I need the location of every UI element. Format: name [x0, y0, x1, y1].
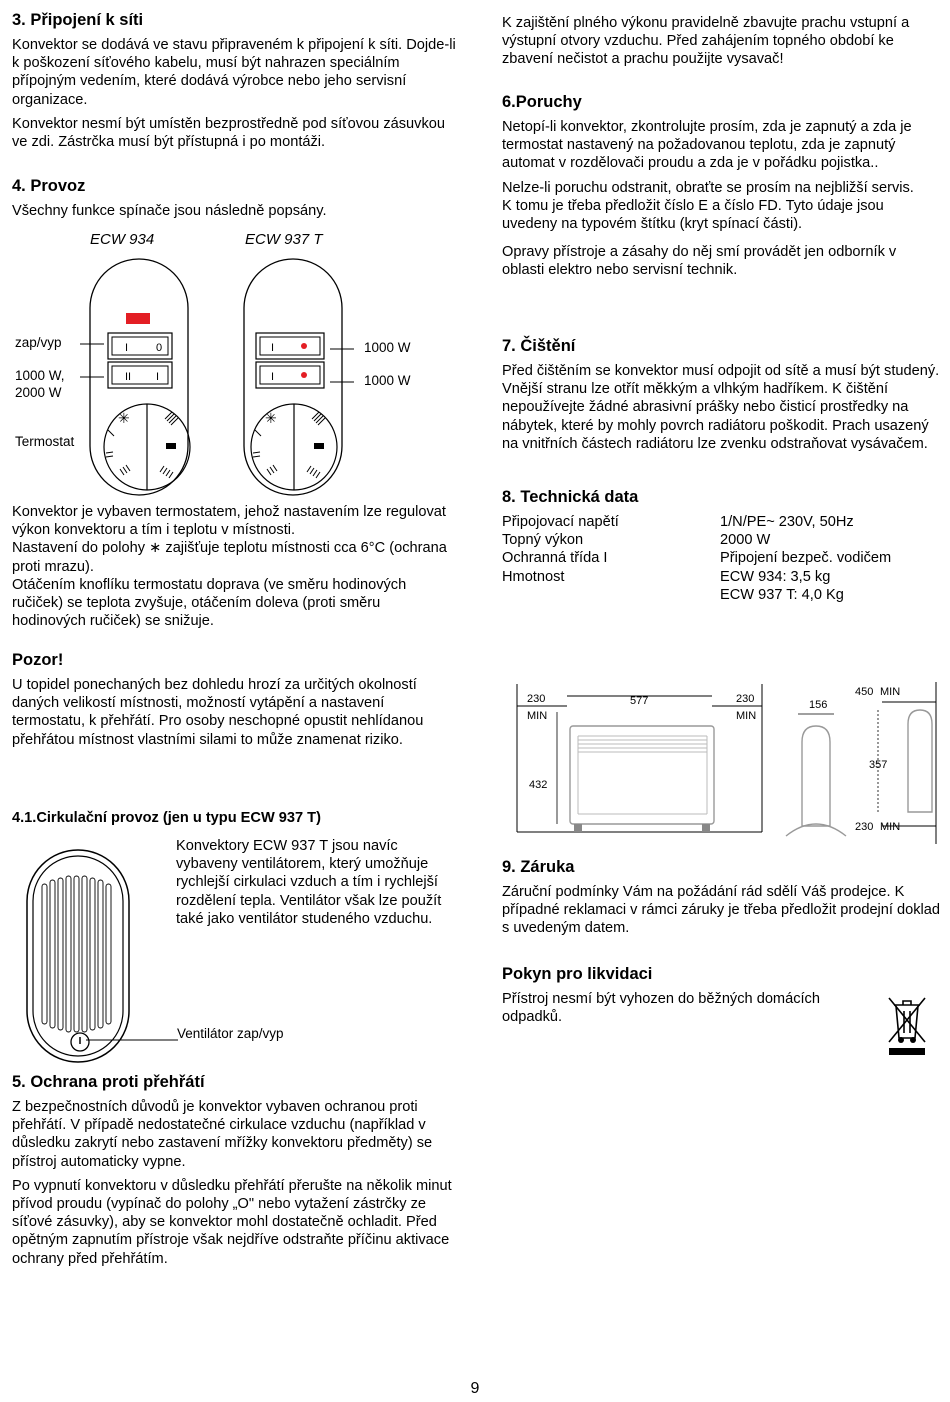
thermostat-description: [12, 503, 457, 630]
dim-min-right: MIN: [736, 710, 757, 722]
table-cell: [502, 586, 720, 604]
section-title: 4. Provoz: [12, 177, 86, 195]
table-row: [502, 549, 942, 567]
table-cell: 1/N/PE~ 230V, 50Hz: [720, 514, 854, 530]
table-row: [502, 586, 942, 604]
section-title: 9. Záruka: [502, 858, 575, 876]
section-circulation: [12, 808, 457, 834]
page-number: 9: [470, 1380, 480, 1397]
max-mark: [166, 443, 176, 449]
table-cell: Připojovací napětí: [502, 514, 619, 530]
label-fan-onoff: Ventilátor zap/vyp: [177, 1026, 284, 1041]
section-faults: [502, 92, 942, 286]
paragraph: U topidel ponechaných bez dohledu hrozí za určitých okolností daných velikostí místnosti, možností vytápění a nastavení termostatu, k přehřátí. Pro osoby neschopné opustit nehlídanou přehřátou místnost vlastními silami to může znamenat riziko.: [12, 677, 424, 748]
switch-mark: II: [125, 371, 132, 383]
label-onoff: zap/vyp: [15, 335, 62, 350]
label-thermostat: Termostat: [15, 434, 75, 449]
switch-mark: I: [271, 342, 275, 354]
table-cell: Topný výkon: [502, 532, 584, 549]
table-row: [502, 531, 942, 549]
table-cell: ECW 937 T: 4,0 Kg: [720, 586, 844, 603]
dim-357: 357: [869, 759, 888, 771]
table-cell: Připojení bezpeč. vodičem: [720, 550, 892, 567]
section-title: 6.Poruchy: [502, 93, 582, 111]
grille: [42, 876, 111, 1032]
paragraph: Po vypnutí konvektoru v důsledku přehřátí přerušte na několik minut přívod proudu (vypínač do polohy „O" nebo vytažení zástrčky ze síťové zásuvky), aby se konvektor mohl dostatečně ochladit. Před opětným zapnutím přístroje však nejdříve odstraňte příčinu aktivace ochrany před přehřátím.: [12, 1177, 452, 1267]
paragraph: Otáčením knoflíku termostatu doprava (ve směru hodinových ručiček) se teplota zvyšuje, otáčením doleva (proti směru hodinových ručiček) se snižuje.: [12, 576, 407, 630]
dim-min-left: MIN: [527, 710, 548, 722]
max-mark: [314, 443, 324, 449]
housing-ecw934: [90, 259, 188, 495]
switch-1000w-a[interactable]: [260, 337, 320, 355]
section-title: 4.1.Cirkulační provoz (jen u typu ECW 937 T): [12, 810, 321, 826]
paragraph: K zajištění plného výkonu pravidelně zbavujte prachu vstupní a výstupní otvory vzduchu. Před zahájením topného období ke zbavení nečistot a prachu použijte vysavač!: [502, 15, 910, 68]
switch-mark: I: [271, 371, 275, 383]
paragraph: Záruční podmínky Vám na požádání rád sdělí Váš prodejce. K případné reklamaci v rámci záruky je třeba předložit prodejní doklad s uvedeným datem.: [502, 884, 941, 937]
table-row: [502, 513, 942, 531]
section-title: 5. Ochrana proti přehřátí: [12, 1073, 205, 1091]
frost-icon: ✳: [118, 410, 130, 426]
dim-230-left: 230: [527, 693, 546, 705]
weee-bin-icon: [885, 994, 929, 1056]
paragraph: Konvektory ECW 937 T jsou navíc vybaveny ventilátorem, který umožňuje rychlejší cirkulaci vzduch a tím i rychlejší rozdělení tepla. Ventilátor však lze použít také jako ventilátor studeného vzduchu.: [176, 838, 442, 927]
section-warning: [12, 650, 457, 755]
dim-230-right: 230: [736, 693, 755, 705]
label-1000w-a: 1000 W: [364, 340, 411, 355]
fan-leader-line: [86, 1036, 178, 1044]
indicator-lamp: [126, 313, 150, 324]
table-row: [502, 568, 942, 586]
section-title: 8. Technická data: [502, 488, 639, 506]
section-connection: [12, 10, 457, 157]
dim-156: 156: [809, 699, 828, 711]
paragraph: Konvektor nesmí být umístěn bezprostředně pod síťovou zásuvkou ve zdi. Zástrčka musí být přístupná i po montáži.: [12, 115, 445, 151]
label-1000w-b: 1000 W: [364, 373, 411, 388]
table-cell: Ochranná třída I: [502, 550, 608, 567]
table-cell: Hmotnost: [502, 568, 565, 585]
dim-min-floor: MIN: [880, 821, 901, 833]
section-warranty: [502, 857, 942, 944]
paragraph: Netopí-li konvektor, zkontrolujte prosím, zda je zapnutý a zda je termostat nastavený na požadovanou teplotu, zda je zapnutý automat v rozdělovači proudu a zda je v pořádku pojistka..: [502, 119, 912, 172]
section-technical-data: [502, 487, 942, 604]
dim-min-450: MIN: [880, 686, 901, 698]
table-cell: ECW 934: 3,5 kg: [720, 568, 831, 585]
convector-wall-view: [908, 710, 932, 812]
switch-led: [301, 372, 307, 378]
section-title: 3. Připojení k síti: [12, 11, 144, 29]
section-title: Pozor!: [12, 651, 64, 669]
table-cell: 2000 W: [720, 532, 771, 549]
fan-heater-figure: [12, 846, 142, 1068]
switch-power-ecw934[interactable]: [112, 366, 168, 384]
switch-mark: I: [125, 342, 129, 354]
model-label-ecw937t: ECW 937 T: [245, 231, 323, 248]
paragraph: Konvektor se dodává ve stavu připraveném k připojení k síti. Dojde-li k poškození síťového kabelu, musí být nahrazen speciálním přípojným vedením, které dodává výrobce nebo jeho servisní organizace.: [12, 37, 456, 108]
section-overheat-protection: [12, 1072, 457, 1274]
dim-432: 432: [529, 779, 548, 791]
paragraph: Z bezpečnostních důvodů je konvektor vybaven ochranou proti přehřátí. V případě nedostatečné cirkulace vzduchu (například v důsledku zakrytí nebo zastavení mřížky konvektoru předměty) se přístroj automaticky vypne.: [12, 1099, 433, 1170]
convector-side-view: [786, 726, 846, 836]
section-title: 7. Čištění: [502, 337, 576, 355]
dim-230-floor: 230: [855, 821, 874, 833]
paragraph: Opravy přístroje a zásahy do něj smí provádět jen odborník v oblasti elektro nebo servisní technik.: [502, 244, 897, 279]
paragraph: Nelze-li poruchu odstranit, obraťte se prosím na nejbližší servis.: [502, 179, 914, 196]
paragraph: Přístroj nesmí být vyhozen do běžných domácích odpadků.: [502, 991, 820, 1026]
label-power-2: 2000 W: [15, 385, 62, 400]
circulation-text: [176, 837, 456, 928]
technical-data-table: [502, 513, 942, 604]
paragraph: Všechny funkce spínače jsou následně popsány.: [12, 203, 327, 219]
section-title: Pokyn pro likvidaci: [502, 965, 653, 983]
feet: [574, 824, 710, 832]
convector-front-view: [570, 726, 714, 824]
model-label-ecw934: ECW 934: [90, 231, 155, 248]
housing-ecw937t: [244, 259, 342, 495]
paragraph: K tomu je třeba předložit číslo E a číslo FD. Tyto údaje jsou uvedeny na typovém štítku (kryt spínací části).: [502, 197, 884, 233]
section-cleaning: [502, 336, 942, 459]
switch-led: [301, 343, 307, 349]
section-disposal: [502, 964, 942, 1032]
section-operation: [12, 176, 457, 226]
dim-450: 450: [855, 686, 874, 698]
control-panel-figure: [12, 225, 457, 500]
dim-577: 577: [630, 695, 649, 707]
paragraph: Před čištěním se konvektor musí odpojit od sítě a musí být studený. Vnější stranu lze otřít měkkým a vlhkým hadříkem. K čištění nepoužívejte žádné abrasivní prášky nebo čisticí prostředky na nábytek, které by mohly povrch radiátoru poškodit. Prach usazený na vnitřních částech radiátoru lze zvenku odstraňovat vysávačem.: [502, 363, 940, 452]
frost-icon: ✳: [265, 410, 277, 426]
front-grille: [578, 736, 707, 814]
dimensions-diagram: [512, 674, 942, 846]
switch-1000w-b[interactable]: [260, 366, 320, 384]
label-power-1: 1000 W,: [15, 368, 65, 383]
maintenance-intro: [502, 14, 942, 75]
paragraph: Nastavení do polohy ∗ zajišťuje teplotu místnosti cca 6°C (ochrana proti mrazu).: [12, 540, 447, 575]
switch-mark: I: [156, 371, 160, 383]
heater-housing-inner: [33, 856, 123, 1056]
paragraph: Konvektor je vybaven termostatem, jehož nastavením lze regulovat výkon konvektoru a tím i teplotu v místnosti.: [12, 504, 446, 539]
switch-mark: 0: [156, 342, 163, 354]
